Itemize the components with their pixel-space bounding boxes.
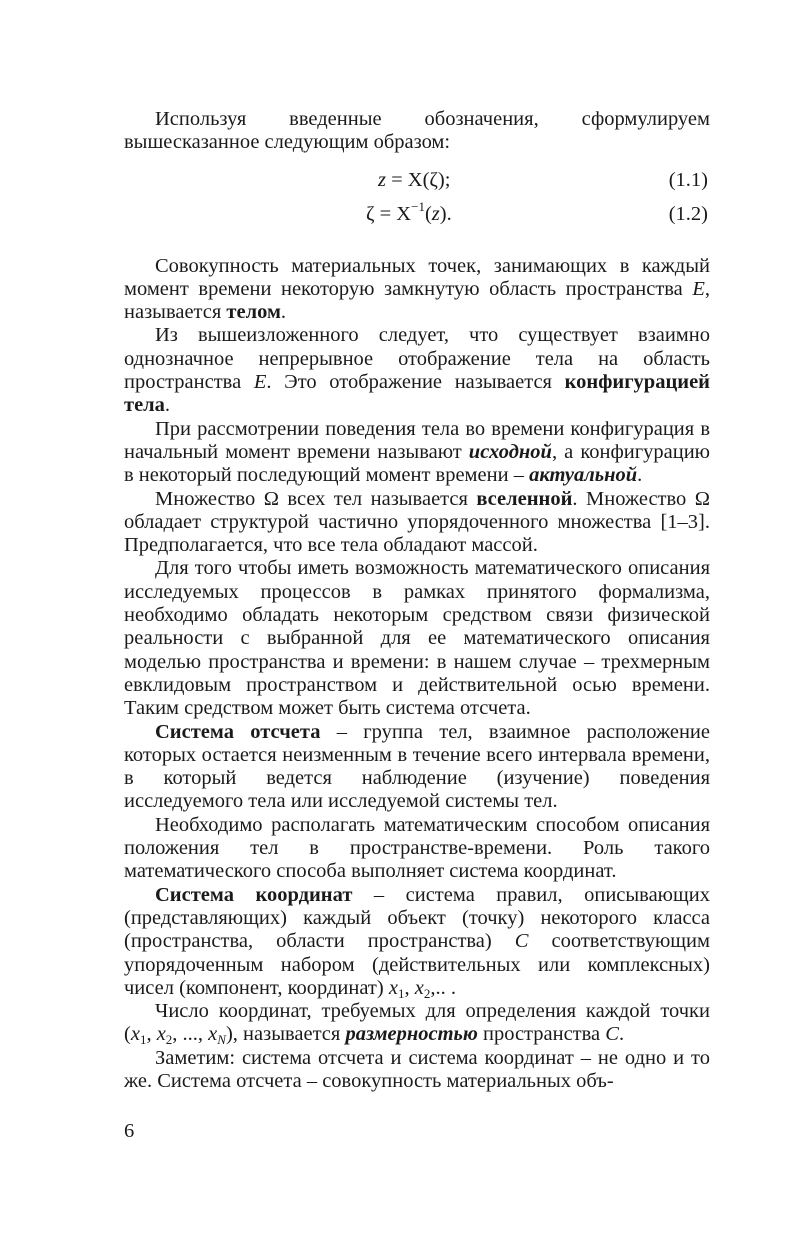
term-body: телом <box>226 301 281 324</box>
paragraph-reference-frame: Система отсчета – группа тел, взаимное расположение которых остается неизменным в течение всего интервала времени, в который ведется наблюдение (изучение) поведения исследуемого тела или исследуемой системы тел. <box>124 720 710 813</box>
paragraph-dimension: Число координат, требуемых для определения каждой точки ($x_1$, $x_2$, ..., $x_N$), называется размерностью пространства C. <box>124 1000 710 1048</box>
paragraph-initial-actual: При рассмотрении поведения тела во времени конфигурация в начальный момент времени называют исходной, а конфигурацию в некоторый последующий момент времени – актуальной. <box>124 417 710 487</box>
eq2-lhs: ζ = X <box>366 202 412 225</box>
eq2-var: z <box>431 202 440 225</box>
paragraph-configuration: Из вышеизложенного следует, что существует взаимно однозначное непрерывное отображение тела на область пространства E. Это отображение называется конфигурацией тела. <box>124 324 710 417</box>
term-coordinate-system: Система координат <box>155 883 353 906</box>
eq2-sup: −1 <box>411 198 425 214</box>
paragraph-universe: Множество Ω всех тел называется вселенной. Множество Ω обладает структурой частично упорядоченного множества [1–3]. Предполагается, что все тела обладают массой. <box>124 487 710 557</box>
equation-number-1-1: (1.1) <box>668 168 708 191</box>
term-reference-frame: Система отсчета <box>155 720 321 743</box>
equation-1-1 <box>124 165 710 199</box>
equation-1-2: $\zeta = X^{-1}(z)$. (1.2) <box>366 198 708 225</box>
term-initial: исходной <box>468 440 552 463</box>
equation-number-1-2: (1.2) <box>668 202 708 225</box>
paragraph-reference-means: Для того чтобы иметь возможность математического описания исследуемых процессов в рамках принятого формализма, необходимо обладать некоторым средством связи физической реальности с выбранной для ее математического описания моделью пространства и времени: в нашем случае – трехмерным евклидовым пространством и действительной осью времени. Таким средством может быть система отсчета. <box>124 557 710 720</box>
equations <box>124 165 710 233</box>
paragraph-note: Заметим: система отсчета и система координат – не одно и то же. Система отсчета – совокупность материальных объ- <box>124 1046 710 1092</box>
term-actual: актуальной <box>529 464 638 487</box>
paragraph-math-method: Необходимо располагать математическим способом описания положения тел в пространстве-времени. Роль такого математического способа выполняет система координат. <box>124 813 710 883</box>
eq1-rhs: = X(ζ); <box>385 168 451 191</box>
term-dimension: размерностью <box>345 1023 478 1046</box>
paragraph-coordinate-system: Система координат – система правил, описывающих (представляющих) каждый объект (точку) некоторого класса (пространства, области пространства) C соответствующим упорядоченным набором (действительных или комплексных) чисел (компонент, координат) $x_1$, $x_2$,.. . <box>124 883 710 1001</box>
term-configuration: конфигурацией тела <box>124 371 710 417</box>
paragraph-intro: Используя введенные обозначения, сформулируем вышесказанное следующим образом: <box>124 108 710 154</box>
eq1-lhs: z <box>378 168 386 191</box>
page-number: 6 <box>124 1120 135 1142</box>
page-body <box>124 108 710 1093</box>
term-universe: вселенной <box>476 487 573 510</box>
paragraph-body-definition: Совокупность материальных точек, занимающих в каждый момент времени некоторую замкнутую область пространства E, называется телом. <box>124 254 710 324</box>
